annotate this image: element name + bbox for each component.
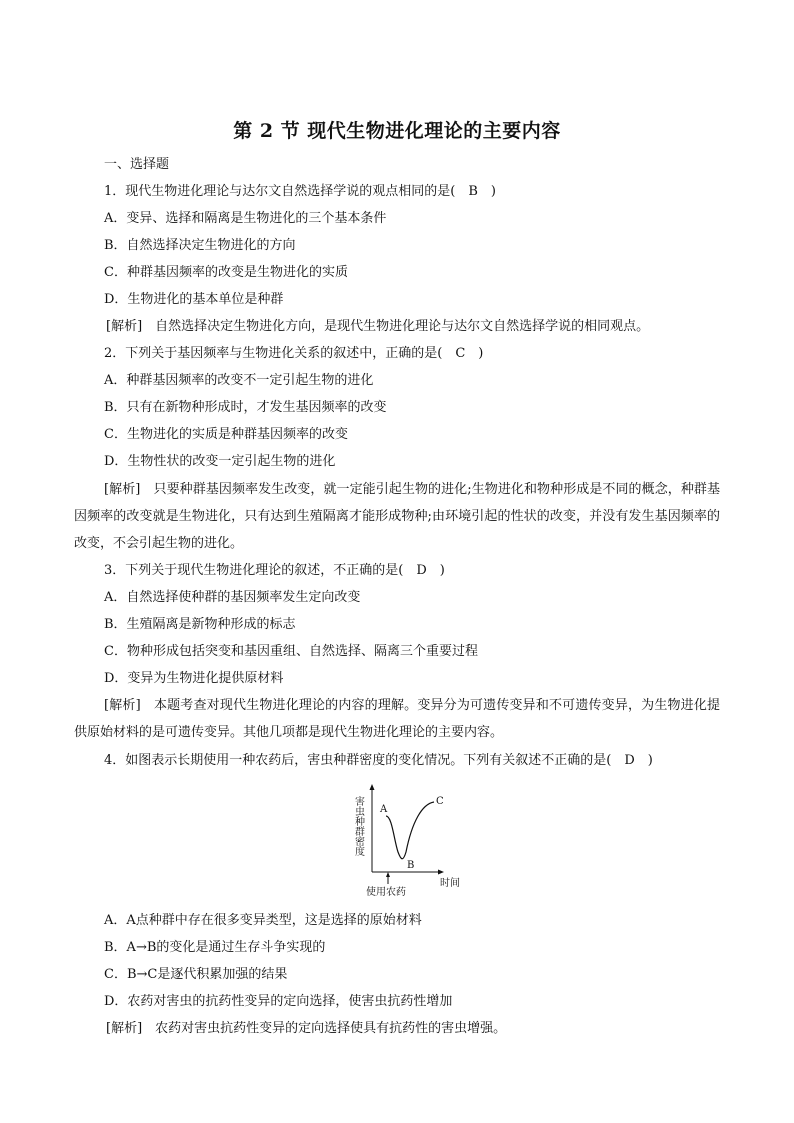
q3-option-b: B．生殖隔离是新物种形成的标志 bbox=[104, 617, 296, 632]
q2-option-d: D．生物性状的改变一定引起生物的进化 bbox=[104, 454, 336, 469]
q4-stem: 4．如图表示长期使用一种农药后，害虫种群密度的变化情况。下列有关叙述不正确的是( D ) bbox=[104, 753, 653, 768]
figure-svg bbox=[352, 782, 472, 898]
q1-option-d: D．生物进化的基本单位是种群 bbox=[104, 292, 284, 307]
q2-analysis: [解析] 只要种群基因频率发生改变，就一定能引起生物的进化;生物进化和物种形成是不同的概念，种群基因频率的改变就是生物进化，只有达到生殖隔离才能形成物种;由环境引起的性状的改变，并没有发生基因频率的改变，不会引起生物的进化。 bbox=[74, 482, 720, 551]
point-c-label: C bbox=[436, 796, 444, 807]
q2-option-a: A．种群基因频率的改变不一定引起生物的进化 bbox=[104, 373, 374, 388]
page-title: 第 2 节 现代生物进化理论的主要内容 bbox=[233, 120, 561, 142]
q4-option-a: A．A点种群中存在很多变异类型，这是选择的原始材料 bbox=[104, 913, 422, 928]
q1-stem: 1．现代生物进化理论与达尔文自然选择学说的观点相同的是( B ) bbox=[104, 184, 496, 199]
density-curve bbox=[386, 802, 434, 859]
q3-analysis: [解析] 本题考查对现代生物进化理论的内容的理解。变异分为可遗传变异和不可遗传变异，为生物进化提供原始材料的是可遗传变异。其他几项都是现代生物进化理论的主要内容。 bbox=[74, 698, 720, 740]
point-a-label: A bbox=[380, 804, 388, 815]
pesticide-density-figure bbox=[352, 782, 472, 898]
q2-option-c: C．生物进化的实质是种群基因频率的改变 bbox=[104, 427, 348, 442]
q1-option-c: C．种群基因频率的改变是生物进化的实质 bbox=[104, 265, 348, 280]
q4-option-d: D．农药对害虫的抗药性变异的定向选择，使害虫抗药性增加 bbox=[104, 994, 453, 1009]
q1-option-a: A．变异、选择和隔离是生物进化的三个基本条件 bbox=[104, 211, 387, 226]
q3-option-a: A．自然选择使种群的基因频率发生定向改变 bbox=[104, 590, 361, 605]
q1-analysis: [解析] 自然选择决定生物进化方向，是现代生物进化理论与达尔文自然选择学说的相同观点。 bbox=[106, 319, 650, 334]
pesticide-arrow-head bbox=[386, 872, 390, 877]
x-axis-label: 时间 bbox=[440, 878, 460, 889]
pesticide-label: 使用农药 bbox=[366, 887, 406, 898]
point-b-label: B bbox=[407, 860, 415, 871]
q1-option-b: B．自然选择决定生物进化的方向 bbox=[104, 238, 296, 253]
section-heading: 一、选择题 bbox=[104, 157, 170, 172]
x-axis-arrow bbox=[438, 870, 444, 875]
q4-option-c: C．B→C是逐代积累加强的结果 bbox=[104, 967, 288, 982]
y-axis-arrow bbox=[370, 784, 375, 790]
q3-option-d: D．变异为生物进化提供原材料 bbox=[104, 671, 284, 686]
q4-option-b: B．A→B的变化是通过生存斗争实现的 bbox=[104, 940, 326, 955]
q2-stem: 2．下列关于基因频率与生物进化关系的叙述中，正确的是( C ) bbox=[104, 346, 484, 361]
q2-option-b: B．只有在新物种形成时，才发生基因频率的改变 bbox=[104, 400, 387, 415]
q4-analysis: [解析] 农药对害虫抗药性变异的定向选择使具有抗药性的害虫增强。 bbox=[106, 1021, 507, 1036]
q3-stem: 3．下列关于现代生物进化理论的叙述，不正确的是( D ) bbox=[104, 563, 445, 578]
q3-option-c: C．物种形成包括突变和基因重组、自然选择、隔离三个重要过程 bbox=[104, 644, 478, 659]
y-axis-label: 害虫种群密度 bbox=[352, 796, 364, 856]
